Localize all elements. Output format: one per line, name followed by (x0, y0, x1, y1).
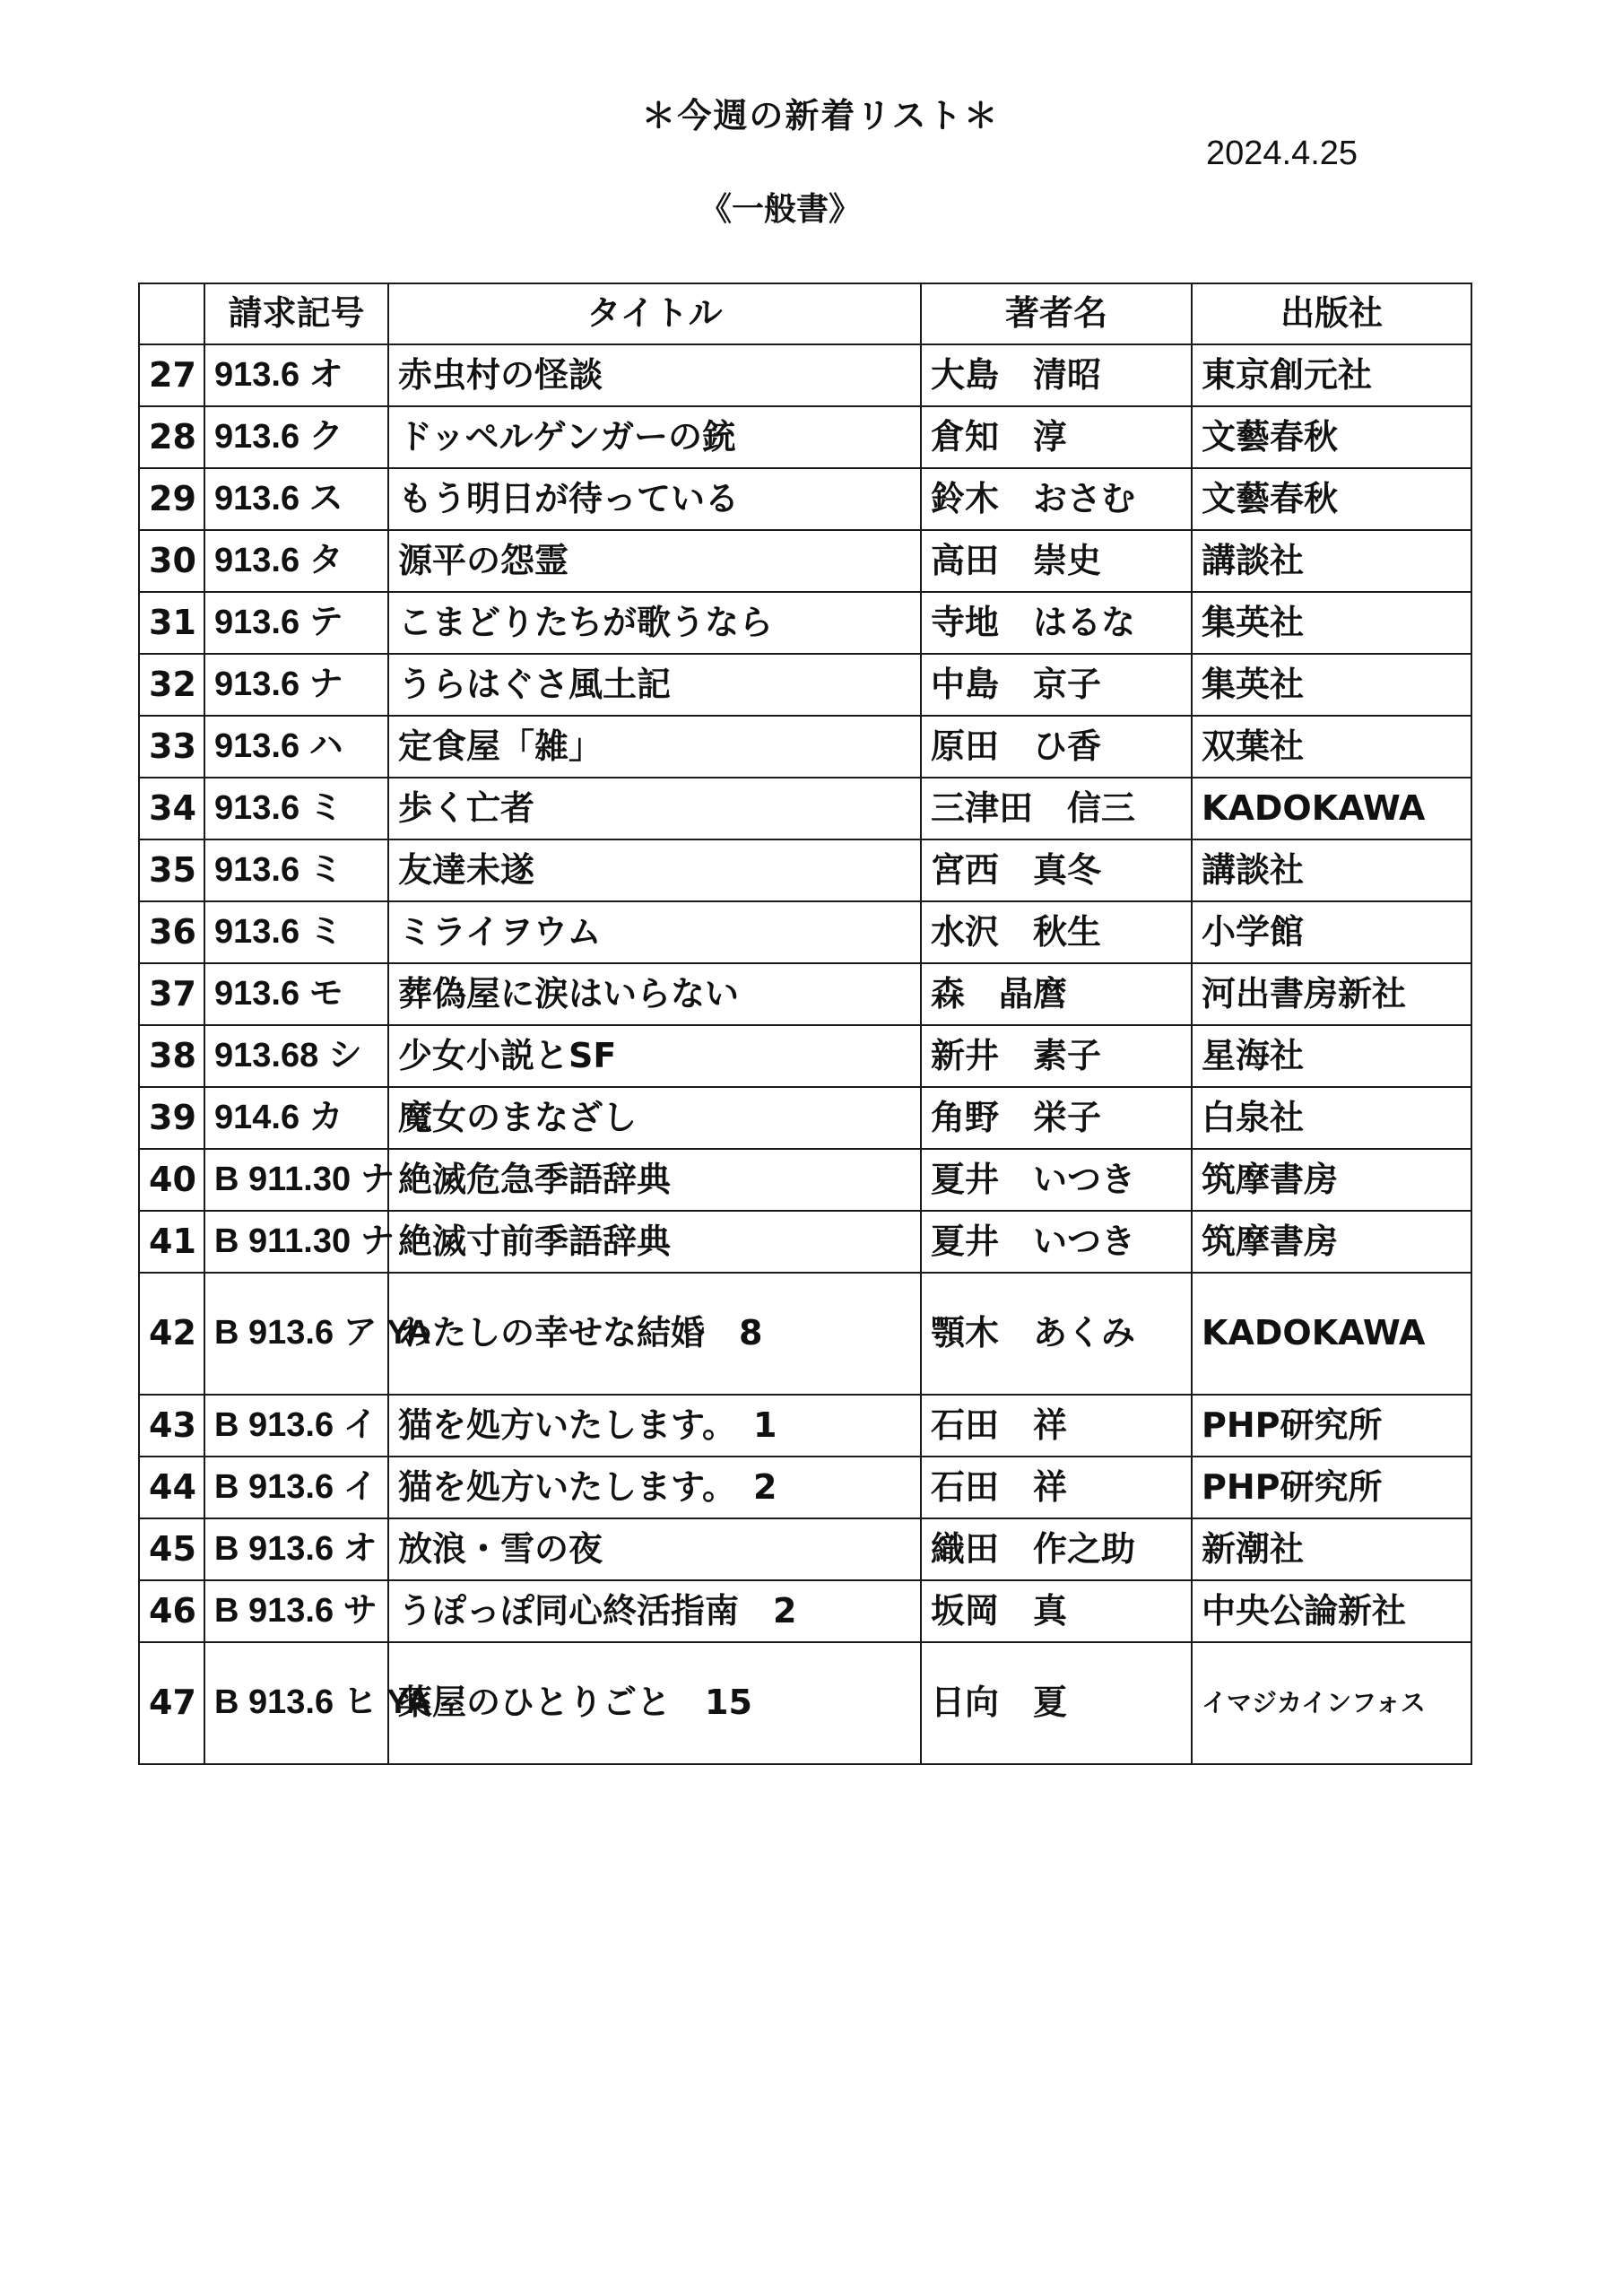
publisher-name: イマジカインフォス (1192, 1642, 1471, 1764)
call-number: 914.6 カ (204, 1087, 388, 1149)
author-name: 大島 清昭 (921, 344, 1192, 406)
publisher-name: 星海社 (1192, 1025, 1471, 1087)
column-header-title: タイトル (388, 283, 921, 344)
call-number: 913.6 モ (204, 963, 388, 1025)
table-row (139, 654, 1471, 716)
call-number: 913.6 ハ (204, 716, 388, 778)
call-number: 913.6 テ (204, 592, 388, 654)
category-heading: 《一般書》 (699, 191, 861, 228)
call-number: B 913.6 イ (204, 1457, 388, 1518)
publisher-name: 東京創元社 (1192, 344, 1471, 406)
publisher-name: 集英社 (1192, 654, 1471, 716)
book-title: 魔女のまなざし (388, 1087, 921, 1149)
row-number: 40 (139, 1149, 204, 1211)
table-row (139, 1457, 1471, 1518)
row-number: 41 (139, 1211, 204, 1273)
publisher-name: 中央公論新社 (1192, 1580, 1471, 1642)
call-number: 913.6 ナ (204, 654, 388, 716)
book-title: うぽっぽ同心終活指南 2 (388, 1580, 921, 1642)
publisher-name: 集英社 (1192, 592, 1471, 654)
call-number: 913.6 ミ (204, 901, 388, 963)
book-title: 葬偽屋に涙はいらない (388, 963, 921, 1025)
table-row (139, 1211, 1471, 1273)
book-title: こまどりたちが歌うなら (388, 592, 921, 654)
book-title: もう明日が待っている (388, 468, 921, 530)
publisher-name: 双葉社 (1192, 716, 1471, 778)
row-number: 39 (139, 1087, 204, 1149)
table-header-row (139, 283, 1471, 344)
call-number: B 913.6 ヒ YA (204, 1642, 388, 1764)
call-number: 913.6 ク (204, 406, 388, 468)
book-title: 少女小説とSF (388, 1025, 921, 1087)
publisher-name: 河出書房新社 (1192, 963, 1471, 1025)
author-name: 鈴木 おさむ (921, 468, 1192, 530)
book-title: 赤虫村の怪談 (388, 344, 921, 406)
row-number: 45 (139, 1518, 204, 1580)
table-row (139, 592, 1471, 654)
table-row (139, 344, 1471, 406)
table-row (139, 1087, 1471, 1149)
column-header-call-number: 請求記号 (204, 283, 388, 344)
author-name: 倉知 淳 (921, 406, 1192, 468)
column-header-author: 著者名 (921, 283, 1192, 344)
book-title: 定食屋「雑」 (388, 716, 921, 778)
book-title: 放浪・雪の夜 (388, 1518, 921, 1580)
call-number: B 911.30 ナ (204, 1149, 388, 1211)
call-number: 913.6 オ (204, 344, 388, 406)
book-title: ドッペルゲンガーの銃 (388, 406, 921, 468)
row-number: 34 (139, 778, 204, 839)
book-title: うらはぐさ風土記 (388, 654, 921, 716)
author-name: 織田 作之助 (921, 1518, 1192, 1580)
table-row (139, 1273, 1471, 1395)
table-row (139, 1642, 1471, 1764)
author-name: 夏井 いつき (921, 1211, 1192, 1273)
row-number: 33 (139, 716, 204, 778)
publisher-name: KADOKAWA (1192, 1273, 1471, 1395)
row-number: 36 (139, 901, 204, 963)
author-name: 高田 崇史 (921, 530, 1192, 592)
publisher-name: PHP研究所 (1192, 1457, 1471, 1518)
call-number: B 911.30 ナ (204, 1211, 388, 1273)
column-header-number (139, 283, 204, 344)
call-number: 913.6 ミ (204, 778, 388, 839)
book-title: 友達未遂 (388, 839, 921, 901)
table-row (139, 839, 1471, 901)
author-name: 新井 素子 (921, 1025, 1192, 1087)
publisher-name: 新潮社 (1192, 1518, 1471, 1580)
book-title: 猫を処方いたします。 2 (388, 1457, 921, 1518)
author-name: 夏井 いつき (921, 1149, 1192, 1211)
table-row (139, 1025, 1471, 1087)
table-row (139, 1518, 1471, 1580)
publisher-name: PHP研究所 (1192, 1395, 1471, 1457)
table-row (139, 901, 1471, 963)
row-number: 46 (139, 1580, 204, 1642)
row-number: 32 (139, 654, 204, 716)
call-number: 913.68 シ (204, 1025, 388, 1087)
call-number: 913.6 ミ (204, 839, 388, 901)
call-number: B 913.6 サ (204, 1580, 388, 1642)
publisher-name: 文藝春秋 (1192, 468, 1471, 530)
call-number: B 913.6 イ (204, 1395, 388, 1457)
row-number: 37 (139, 963, 204, 1025)
table-row (139, 468, 1471, 530)
page-title: ＊今週の新着リスト＊ (641, 96, 1000, 135)
book-title: 歩く亡者 (388, 778, 921, 839)
row-number: 29 (139, 468, 204, 530)
table-row (139, 1149, 1471, 1211)
row-number: 31 (139, 592, 204, 654)
column-header-publisher: 出版社 (1192, 283, 1471, 344)
call-number: 913.6 ス (204, 468, 388, 530)
publisher-name: 筑摩書房 (1192, 1149, 1471, 1211)
author-name: 角野 栄子 (921, 1087, 1192, 1149)
book-title: わたしの幸せな結婚 8 (388, 1273, 921, 1395)
author-name: 水沢 秋生 (921, 901, 1192, 963)
author-name: 石田 祥 (921, 1457, 1192, 1518)
author-name: 坂岡 真 (921, 1580, 1192, 1642)
call-number: 913.6 タ (204, 530, 388, 592)
publisher-name: 講談社 (1192, 530, 1471, 592)
book-title: 絶滅寸前季語辞典 (388, 1211, 921, 1273)
publisher-name: 白泉社 (1192, 1087, 1471, 1149)
row-number: 44 (139, 1457, 204, 1518)
publisher-name: 講談社 (1192, 839, 1471, 901)
author-name: 顎木 あくみ (921, 1273, 1192, 1395)
table-row (139, 1395, 1471, 1457)
publisher-name: 筑摩書房 (1192, 1211, 1471, 1273)
table-row (139, 406, 1471, 468)
row-number: 35 (139, 839, 204, 901)
author-name: 石田 祥 (921, 1395, 1192, 1457)
row-number: 27 (139, 344, 204, 406)
row-number: 28 (139, 406, 204, 468)
publisher-name: 小学館 (1192, 901, 1471, 963)
table-row (139, 778, 1471, 839)
row-number: 30 (139, 530, 204, 592)
row-number: 43 (139, 1395, 204, 1457)
table-row (139, 1580, 1471, 1642)
row-number: 42 (139, 1273, 204, 1395)
author-name: 森 晶麿 (921, 963, 1192, 1025)
book-title: 源平の怨霊 (388, 530, 921, 592)
list-date: 2024.4.25 (1206, 135, 1358, 172)
book-title: 絶滅危急季語辞典 (388, 1149, 921, 1211)
author-name: 原田 ひ香 (921, 716, 1192, 778)
book-title: 薬屋のひとりごと 15 (388, 1642, 921, 1764)
publisher-name: KADOKAWA (1192, 778, 1471, 839)
author-name: 中島 京子 (921, 654, 1192, 716)
table-row (139, 716, 1471, 778)
table-row (139, 963, 1471, 1025)
author-name: 三津田 信三 (921, 778, 1192, 839)
table-row (139, 530, 1471, 592)
book-title: 猫を処方いたします。 1 (388, 1395, 921, 1457)
row-number: 38 (139, 1025, 204, 1087)
publisher-name: 文藝春秋 (1192, 406, 1471, 468)
call-number: B 913.6 ア YA (204, 1273, 388, 1395)
author-name: 寺地 はるな (921, 592, 1192, 654)
author-name: 日向 夏 (921, 1642, 1192, 1764)
book-title: ミライヲウム (388, 901, 921, 963)
row-number: 47 (139, 1642, 204, 1764)
call-number: B 913.6 オ (204, 1518, 388, 1580)
new-arrivals-table (138, 283, 1472, 1765)
author-name: 宮西 真冬 (921, 839, 1192, 901)
